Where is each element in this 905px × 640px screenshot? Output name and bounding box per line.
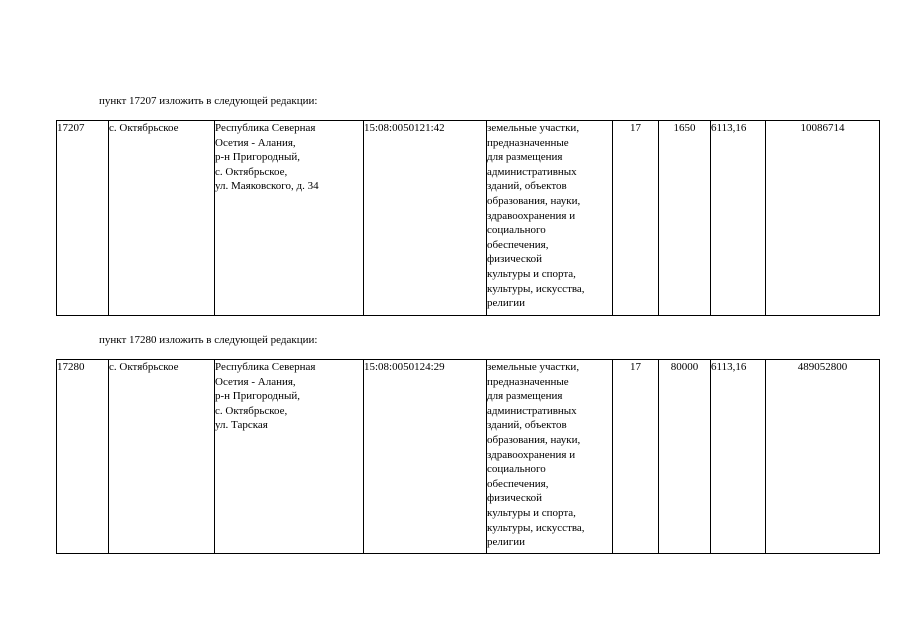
land-use-line: административных [487,165,577,178]
land-use-line: социального [487,463,546,476]
land-use-line: обеспечения, [487,477,549,490]
cadastral-number-cell: 15:08:0050121:42 [364,121,487,316]
land-use-line: культуры, искусства, [487,282,585,295]
land-plot-table-17207 [56,120,880,316]
land-use-line: здравоохранения и [487,209,576,222]
address-line: Осетия - Алания, [215,136,296,149]
locality-cell: с. Октябрьское [109,121,215,316]
land-use-line: земельные участки, [487,122,580,134]
cadastral-value-cell: 10086714 [766,121,880,316]
address-line: ул. Тарская [215,419,268,432]
land-use-line: физической [487,253,542,266]
land-use-line: культуры, искусства, [487,521,585,534]
table-row [57,360,880,554]
rate-cell: 6113,16 [711,360,766,554]
land-plot-table-17280 [56,359,880,554]
entry-number-cell: 17207 [57,121,109,316]
land-use-line: социального [487,224,546,237]
table-row [57,121,880,316]
address-cell [215,360,364,554]
locality-cell: с. Октябрьское [109,360,215,554]
land-use-line: административных [487,404,577,417]
category-cell: 17 [613,360,659,554]
address-line: с. Октябрьское, [215,165,288,178]
address-line: Республика Северная [215,361,316,373]
address-line: Республика Северная [215,122,316,134]
address-line: ул. Маяковского, д. 34 [215,180,319,193]
land-use-line: культуры и спорта, [487,506,576,519]
address-line: р-н Пригородный, [215,151,301,164]
land-use-cell [487,121,613,316]
land-use-line: для размещения [487,390,563,403]
address-line: Осетия - Алания, [215,375,296,388]
amendment-intro-17207: пункт 17207 изложить в следующей редакции: [99,95,318,107]
land-use-line: для размещения [487,151,563,164]
rate-cell: 6113,16 [711,121,766,316]
land-use-line: зданий, объектов [487,180,567,193]
land-use-line: земельные участки, [487,361,580,373]
land-use-line: образования, науки, [487,433,581,446]
cadastral-number-cell: 15:08:0050124:29 [364,360,487,554]
category-cell: 17 [613,121,659,316]
address-line: р-н Пригородный, [215,390,301,403]
land-use-line: образования, науки, [487,194,581,207]
land-use-line: религии [487,536,526,549]
area-cell: 80000 [659,360,711,554]
address-line: с. Октябрьское, [215,404,288,417]
entry-number-cell: 17280 [57,360,109,554]
address-cell [215,121,364,316]
cadastral-value-cell: 489052800 [766,360,880,554]
land-use-line: физической [487,492,542,505]
land-use-line: культуры и спорта, [487,267,576,280]
area-cell: 1650 [659,121,711,316]
land-use-line: религии [487,297,526,310]
land-use-line: предназначенные [487,375,569,388]
land-use-cell [487,360,613,554]
land-use-line: обеспечения, [487,238,549,251]
land-use-line: зданий, объектов [487,419,567,432]
land-use-line: здравоохранения и [487,448,576,461]
amendment-intro-17280: пункт 17280 изложить в следующей редакции: [99,334,318,346]
land-use-line: предназначенные [487,136,569,149]
